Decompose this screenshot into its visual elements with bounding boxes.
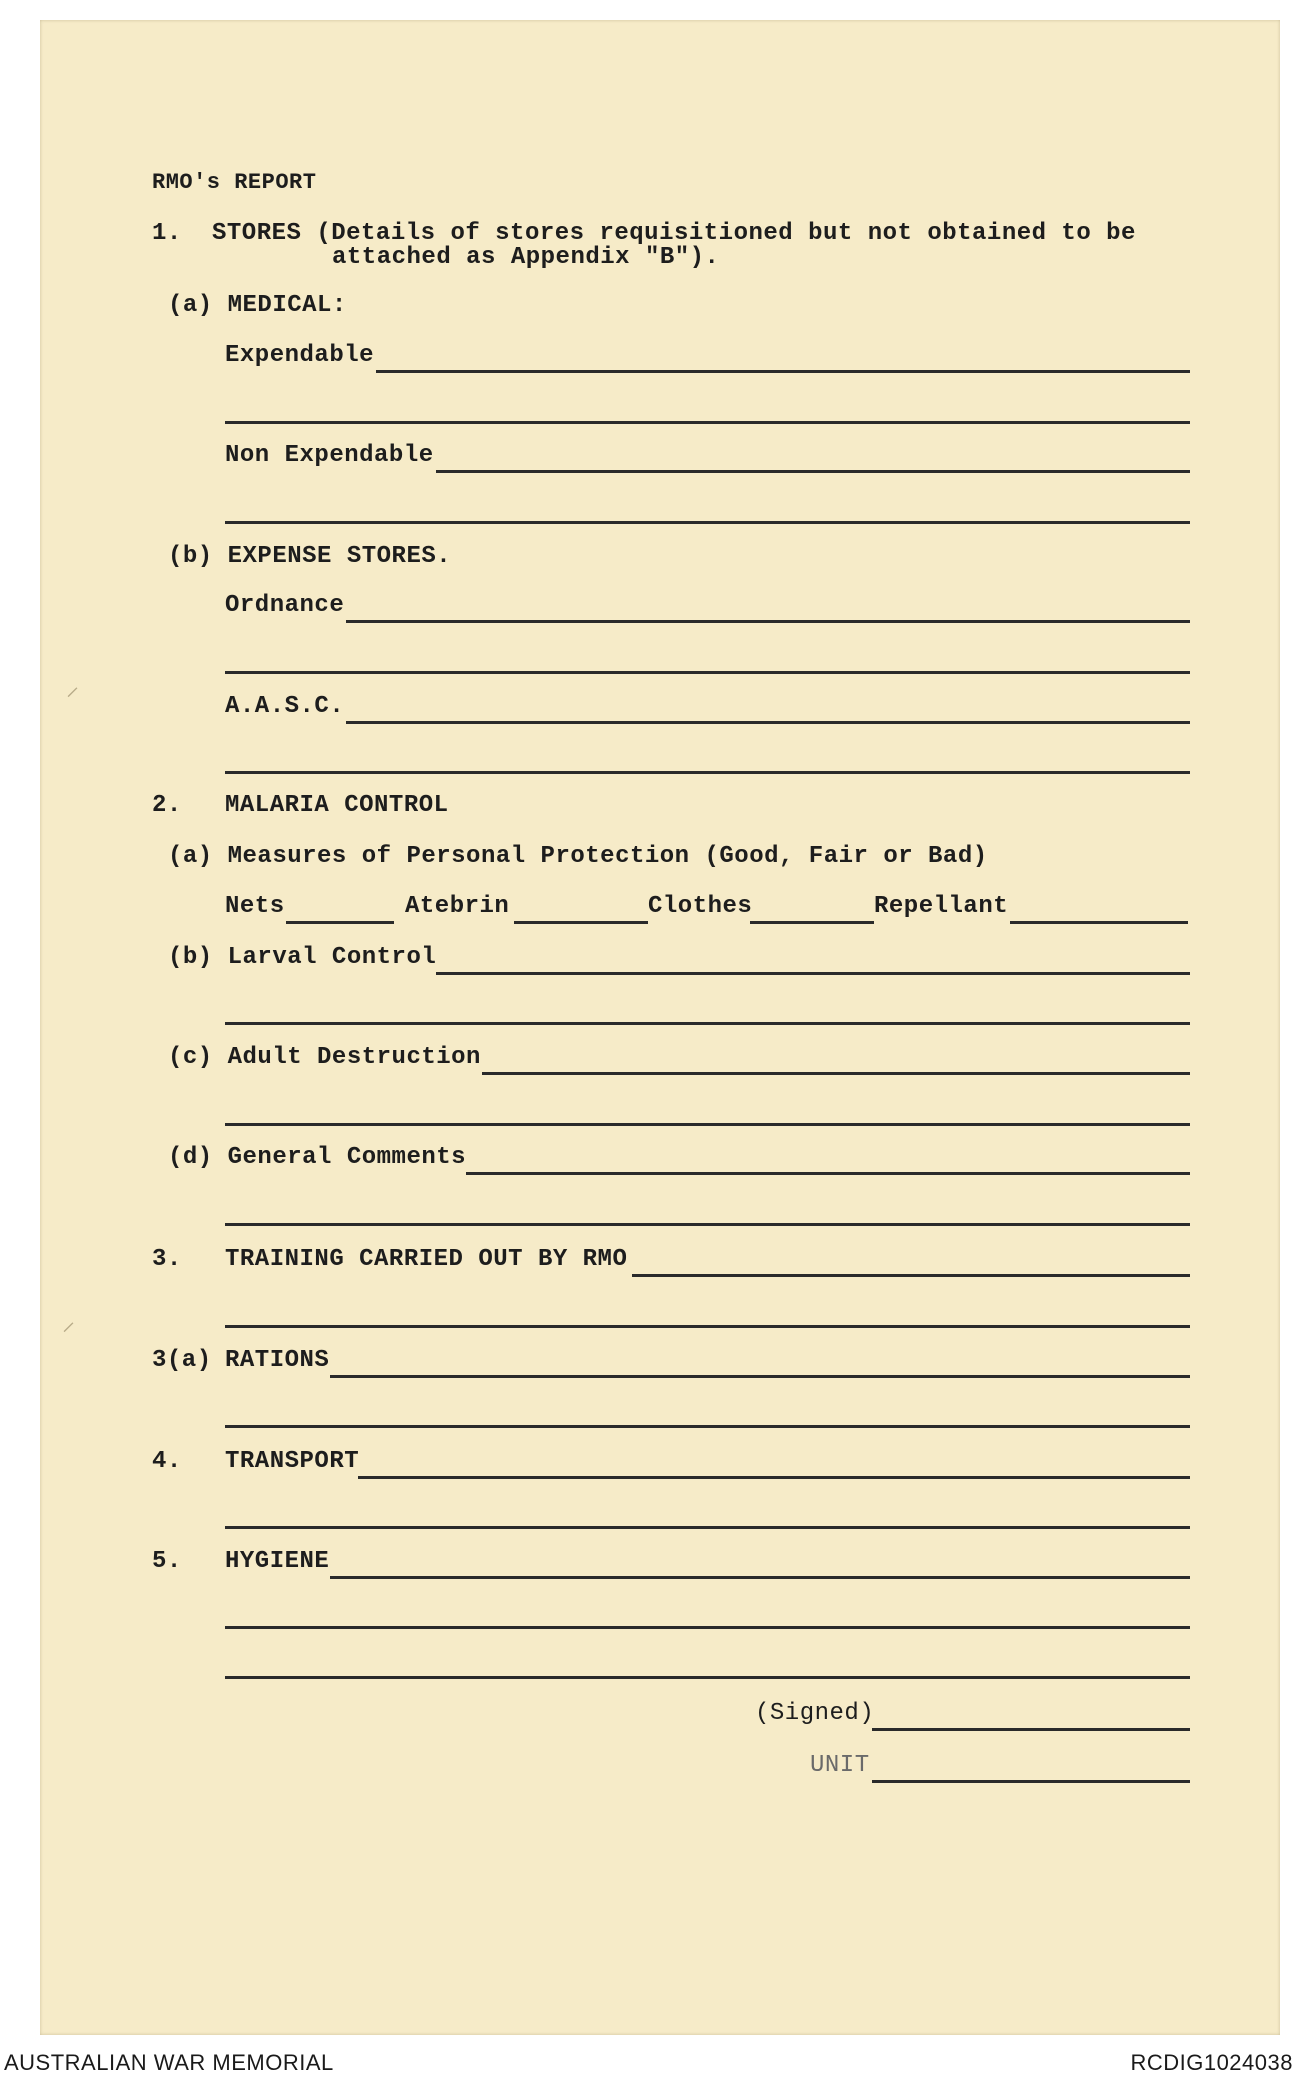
non-expendable-label: Non Expendable bbox=[225, 442, 434, 469]
signature-line[interactable] bbox=[872, 1728, 1190, 1731]
expendable-label: Expendable bbox=[225, 342, 375, 369]
rations-line[interactable] bbox=[330, 1375, 1190, 1378]
repellant-line[interactable] bbox=[1010, 921, 1188, 924]
hygiene-line[interactable] bbox=[330, 1576, 1190, 1579]
ordnance-label: Ordnance bbox=[225, 592, 345, 619]
unit-label: UNIT bbox=[810, 1752, 870, 1779]
transport-line-2[interactable] bbox=[225, 1526, 1190, 1529]
clothes-line[interactable] bbox=[750, 921, 874, 924]
ordnance-line[interactable] bbox=[346, 620, 1190, 623]
staple-hole-icon: ⸝ bbox=[62, 1308, 76, 1338]
adult-destruction-line-2[interactable] bbox=[225, 1123, 1190, 1126]
atebrin-line[interactable] bbox=[514, 921, 648, 924]
staple-hole-icon: ⸝ bbox=[66, 673, 80, 703]
nets-line[interactable] bbox=[286, 921, 394, 924]
atebrin-label: Atebrin bbox=[405, 893, 510, 920]
aasc-label: A.A.S.C. bbox=[225, 693, 345, 720]
general-comments-line[interactable] bbox=[466, 1172, 1190, 1175]
section-2-label: MALARIA CONTROL bbox=[225, 792, 449, 819]
aasc-line[interactable] bbox=[346, 721, 1190, 724]
expendable-line[interactable] bbox=[376, 370, 1190, 373]
section-1-label: STORES (Details of stores requisitioned but not obtained to be bbox=[212, 220, 1136, 247]
expendable-line-2[interactable] bbox=[225, 421, 1190, 424]
section-3a-number: 3(a) bbox=[152, 1347, 212, 1374]
hygiene-line-3[interactable] bbox=[225, 1676, 1190, 1679]
section-3-number: 3. bbox=[152, 1246, 182, 1273]
non-expendable-line[interactable] bbox=[436, 470, 1190, 473]
larval-control-line-2[interactable] bbox=[225, 1022, 1190, 1025]
section-2d-label: (d) General Comments bbox=[168, 1144, 467, 1171]
section-5-label: HYGIENE bbox=[225, 1548, 330, 1575]
clothes-label: Clothes bbox=[648, 893, 753, 920]
section-1a-label: (a) MEDICAL: bbox=[168, 292, 347, 319]
footer-reference: RCDIG1024038 bbox=[1130, 2050, 1293, 2075]
larval-control-line[interactable] bbox=[436, 972, 1190, 975]
section-1-number: 1. bbox=[152, 220, 182, 247]
nets-label: Nets bbox=[225, 893, 285, 920]
non-expendable-line-2[interactable] bbox=[225, 521, 1190, 524]
section-2b-label: (b) Larval Control bbox=[168, 944, 437, 971]
rations-line-2[interactable] bbox=[225, 1425, 1190, 1428]
training-line[interactable] bbox=[632, 1274, 1190, 1277]
section-5-number: 5. bbox=[152, 1548, 182, 1575]
section-4-number: 4. bbox=[152, 1448, 182, 1475]
section-1-label-cont: attached as Appendix "B"). bbox=[332, 244, 720, 271]
report-title: RMO's REPORT bbox=[152, 170, 317, 195]
section-3a-label: RATIONS bbox=[225, 1347, 330, 1374]
general-comments-line-2[interactable] bbox=[225, 1223, 1190, 1226]
document-page bbox=[40, 20, 1280, 2035]
ordnance-line-2[interactable] bbox=[225, 671, 1190, 674]
footer-source: AUSTRALIAN WAR MEMORIAL bbox=[4, 2050, 334, 2075]
section-3-label: TRAINING CARRIED OUT BY RMO bbox=[225, 1246, 628, 1273]
signed-label: (Signed) bbox=[755, 1700, 875, 1727]
training-line-2[interactable] bbox=[225, 1325, 1190, 1328]
aasc-line-2[interactable] bbox=[225, 771, 1190, 774]
section-2c-label: (c) Adult Destruction bbox=[168, 1044, 481, 1071]
section-2a-label: (a) Measures of Personal Protection (Good, Fair or Bad) bbox=[168, 843, 988, 870]
transport-line[interactable] bbox=[358, 1476, 1190, 1479]
hygiene-line-2[interactable] bbox=[225, 1626, 1190, 1629]
section-1b-label: (b) EXPENSE STORES. bbox=[168, 543, 452, 570]
adult-destruction-line[interactable] bbox=[482, 1072, 1190, 1075]
section-4-label: TRANSPORT bbox=[225, 1448, 360, 1475]
section-2-number: 2. bbox=[152, 792, 182, 819]
repellant-label: Repellant bbox=[874, 893, 1009, 920]
unit-line[interactable] bbox=[872, 1780, 1190, 1783]
